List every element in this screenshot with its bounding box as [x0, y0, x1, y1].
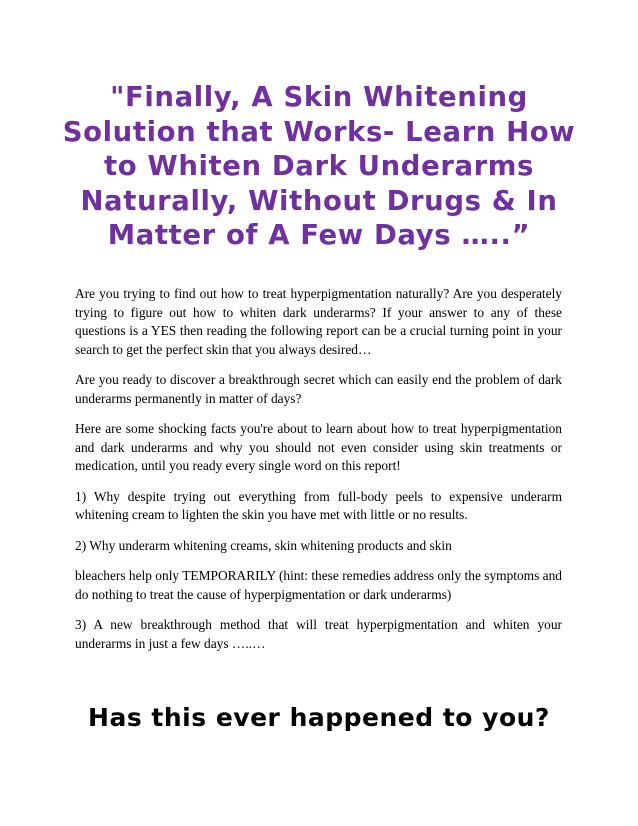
list-item-1: 1) Why despite trying out everything from full-body peels to expensive underarm whitening cream to lighten the skin you have met with little or no results.	[75, 488, 562, 522]
paragraph-intro: Are you trying to find out how to treat hyperpigmentation naturally? Are you desperately trying to figure out how to whiten dark underarms? If your answer to any of these questions is a YES then reading the following report can be a crucial turning point in your search to get the perfect skin that you always desired…	[75, 286, 562, 357]
list-item-2: 2) Why underarm whitening creams, skin whitening products and skin	[75, 537, 452, 553]
paragraph-facts: Here are some shocking facts you're about to learn about how to treat hyperpigmentation and dark underarms and why you should not even consider using skin treatments or medication, until you ready every single word on this report!	[75, 421, 562, 473]
list-item-3: 3) A new breakthrough method that will treat hyperpigmentation and whiten your underarms in just a few days …..…	[75, 617, 562, 651]
body-text	[75, 285, 562, 665]
paragraph-question: Are you ready to discover a breakthrough secret which can easily end the problem of dark underarms permanently in matter of days?	[75, 372, 562, 406]
list-item-2-continued: bleachers help only TEMPORARILY (hint: these remedies address only the symptoms and do nothing to treat the cause of hyperpigmentation or dark underarms)	[75, 568, 562, 602]
document-title: "Finally, A Skin Whitening Solution that Works- Learn How to Whiten Dark Underarms Naturally, Without Drugs & In Matter of A Few Days …..”	[62, 81, 576, 251]
section-heading: Has this ever happened to you?	[88, 703, 550, 732]
